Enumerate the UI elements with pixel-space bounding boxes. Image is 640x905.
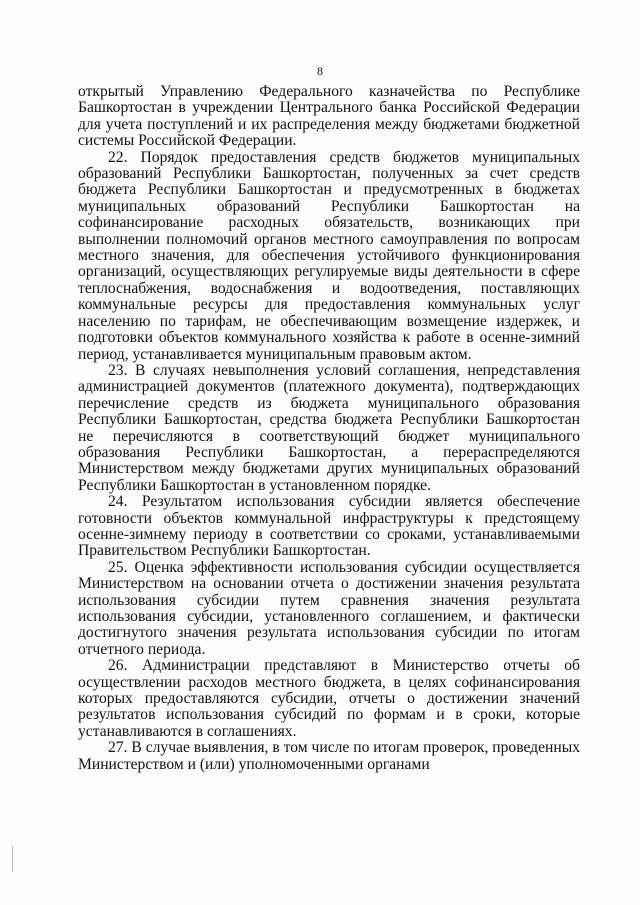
paragraph-22: 22. Порядок предоставления средств бюджетов муниципальных образований Республики Башкортостан, полученных за счет средств бюджета Республики Башкортостан и предусмотренных в бюджетах муниципальных образований Республики Башкортостан на софинансирование расходных обязательств, возникающих при выполнении полномочий органов местного самоуправления по вопросам местного значения, для обеспечения устойчивого функционирования организаций, осуществляющих регулируемые виды деятельности в сфере теплоснабжения, водоснабжения и водоотведения, поставляющих коммунальные ресурсы для предоставления коммунальных услуг населению по тарифам, не обеспечивающим возмещение издержек, и подготовки объектов коммунального хозяйства к работе в осенне-зимний период, устанавливается муниципальным правовым актом.: [78, 148, 580, 363]
page-number: 8: [317, 64, 323, 78]
paragraph-26: 26. Администрации представляют в Министерство отчеты об осуществлении расходов местного бюджета, в целях софинансирования которых предоставляются субсидии, отчеты о достижении значений результатов использования субсидий по формам и в сроки, которые устанавливаются в соглашениях.: [78, 657, 580, 740]
scan-edge-mark: [12, 846, 13, 872]
paragraph-continuation: открытый Управлению Федерального казначейства по Республике Башкортостан в учреждении Центрального банка Российской Федерации для учета поступлений и их распределения между бюджетами бюджетной системы Российской Федерации.: [78, 83, 580, 150]
paragraph-27: 27. В случае выявления, в том числе по итогам проверок, проведенных Министерством и (или) уполномоченными органами: [78, 739, 580, 773]
paragraph-24: 24. Результатом использования субсидии является обеспечение готовности объектов коммунальной инфраструктуры к предстоящему осенне-зимнему периоду в соответствии со сроками, устанавливаемыми Правительством Республики Башкортостан.: [78, 493, 580, 560]
paragraph-23: 23. В случаях невыполнения условий соглашения, непредставления администрацией документов (платежного документа), подтверждающих перечисление средств из бюджета муниципального образования Республики Башкортостан, средства бюджета Республики Башкортостан не перечисляются в соответствующий бюджет муниципального образования Республики Башкортостан, а перераспределяются Министерством между бюджетами других муниципальных образований Республики Башкортостан в установленном порядке.: [78, 361, 580, 494]
document-body: [78, 84, 580, 773]
paragraph-25: 25. Оценка эффективности использования субсидии осуществляется Министерством на основании отчета о достижении значения результата использования субсидии путем сравнения значения результата использования субсидии, установленного соглашением, и фактически достигнутого значения результата использования субсидии по итогам отчетного периода.: [78, 558, 580, 658]
